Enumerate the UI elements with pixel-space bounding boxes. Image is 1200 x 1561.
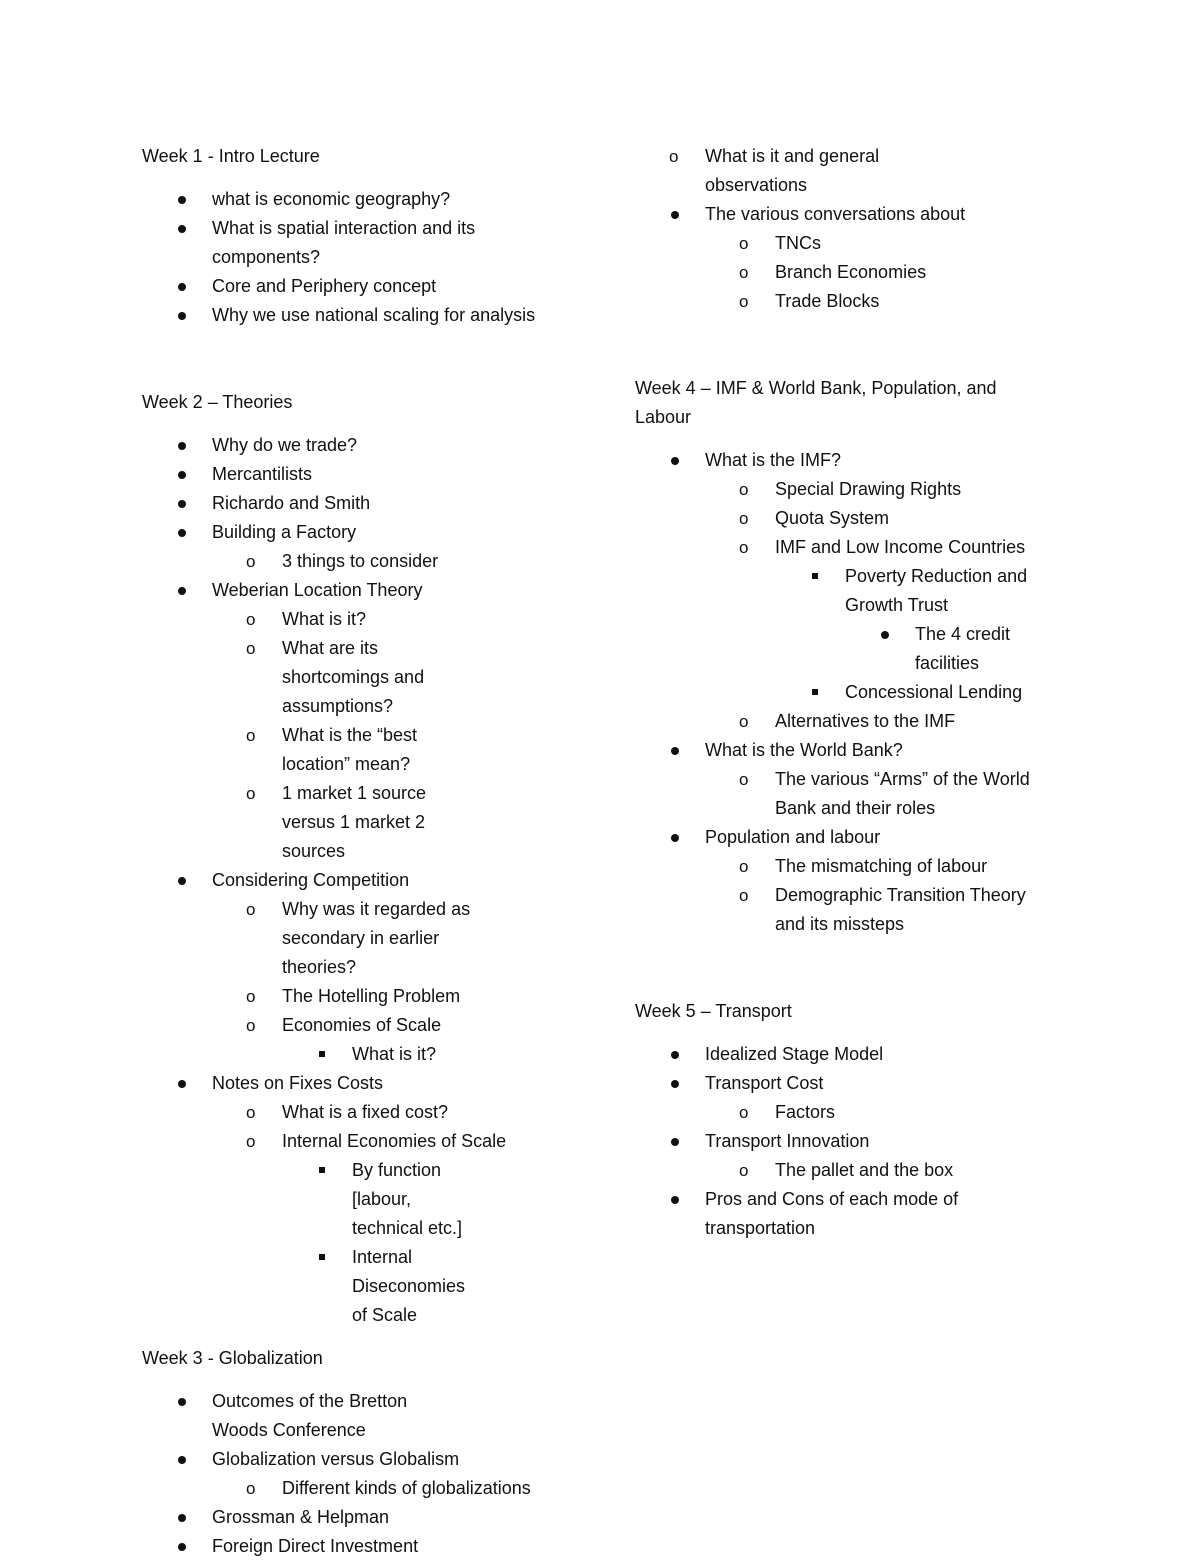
- list-item: What is a fixed cost?: [282, 1102, 449, 1122]
- list-item: Quota System: [775, 508, 890, 528]
- list-item: Richardo and Smith: [212, 493, 371, 513]
- week5-list: [635, 1040, 1070, 1243]
- right-column: [635, 142, 1070, 1243]
- list-item: Different kinds of globalizations: [282, 1478, 531, 1498]
- list-item: By function [labour, technical etc.]: [352, 1160, 463, 1238]
- list-item: Outcomes of the Bretton Woods Conference: [212, 1391, 408, 1440]
- list-item: Notes on Fixes Costs What is a fixed cost? Internal Economies of Scale By function [labour, technical etc.] Internal Diseconomies of Scale: [142, 1069, 572, 1330]
- list-item: Considering Competition Why was it regarded as secondary in earlier theories? The Hotelling Problem Economies of Scale What is it?: [142, 866, 572, 1069]
- list-item: Demographic Transition Theory and its missteps: [775, 885, 1026, 934]
- list-item: The various “Arms” of the World Bank and their roles: [775, 769, 1030, 818]
- list-item: Foreign Direct Investment: [212, 1536, 419, 1556]
- list-item: IMF and Low Income Countries Poverty Reduction and Growth Trust The 4 credit facilities Concessional Lending: [705, 533, 1070, 707]
- list-item: Internal Diseconomies of Scale: [352, 1247, 466, 1325]
- list-item: The various conversations about TNCs Branch Economies Trade Blocks: [635, 200, 1070, 316]
- week1-list: [142, 185, 572, 330]
- list-item: Weberian Location Theory What is it? What are its shortcomings and assumptions? What is the “best location” mean? 1 market 1 source versus 1 market 2 sources: [142, 576, 572, 866]
- list-item: Grossman & Helpman: [212, 1507, 390, 1527]
- list-item: What is it?: [352, 1044, 437, 1064]
- list-item: Transport Innovation The pallet and the box: [635, 1127, 1070, 1185]
- list-item: The pallet and the box: [775, 1160, 954, 1180]
- list-item: Why was it regarded as secondary in earlier theories?: [282, 899, 471, 977]
- list-item: Building a Factory 3 things to consider: [142, 518, 572, 576]
- list-item: Concessional Lending: [845, 682, 1023, 702]
- list-item: Factors: [775, 1102, 836, 1122]
- list-item: Core and Periphery concept: [212, 276, 437, 296]
- list-item: Why we use national scaling for analysis: [212, 305, 536, 325]
- week5-heading: Week 5 – Transport: [635, 1001, 792, 1021]
- list-item: Alternatives to the IMF: [775, 711, 956, 731]
- list-item: What is the IMF? Special Drawing Rights Quota System IMF and Low Income Countries Poverty Reduction and Growth Trust The 4 credit facilities Concessional Lending Alternatives to the IMF: [635, 446, 1070, 736]
- list-item: TNCs: [775, 233, 821, 253]
- list-item: 3 things to consider: [282, 551, 439, 571]
- list-item: What is the “best location” mean?: [282, 725, 418, 774]
- week2-list: [142, 431, 572, 1330]
- list-item: Population and labour The mismatching of labour Demographic Transition Theory and its missteps: [635, 823, 1070, 939]
- list-item: Poverty Reduction and Growth Trust The 4 credit facilities: [775, 562, 1060, 678]
- list-item: what is economic geography?: [212, 189, 451, 209]
- week3-list: [142, 1387, 572, 1561]
- week3-heading: Week 3 - Globalization: [142, 1348, 323, 1368]
- list-item: Why do we trade?: [212, 435, 358, 455]
- list-item: What is it?: [282, 609, 367, 629]
- week1-heading: Week 1 - Intro Lecture: [142, 146, 320, 166]
- list-item: The Hotelling Problem: [282, 986, 461, 1006]
- list-item: Trade Blocks: [775, 291, 880, 311]
- week3-continued-list: [635, 142, 1070, 316]
- week4-list: [635, 446, 1070, 939]
- list-item: Economies of Scale What is it?: [212, 1011, 572, 1069]
- list-item-continued: [635, 142, 1070, 200]
- list-item: Transport Cost Factors: [635, 1069, 1070, 1127]
- list-item: The 4 credit facilities: [915, 624, 1011, 673]
- list-item: 1 market 1 source versus 1 market 2 sources: [282, 783, 427, 861]
- week2-heading: Week 2 – Theories: [142, 392, 293, 412]
- list-item: What is spatial interaction and its components?: [212, 218, 476, 267]
- list-item: The mismatching of labour: [775, 856, 988, 876]
- list-item: What is it and general observations: [705, 146, 880, 195]
- list-item: Internal Economies of Scale By function [labour, technical etc.] Internal Diseconomies of Scale: [212, 1127, 572, 1330]
- list-item: Pros and Cons of each mode of transportation: [705, 1189, 959, 1238]
- list-item: Branch Economies: [775, 262, 927, 282]
- week4-heading: Week 4 – IMF & World Bank, Population, and Labour: [635, 378, 997, 427]
- list-item: Special Drawing Rights: [775, 479, 962, 499]
- list-item: Mercantilists: [212, 464, 313, 484]
- left-column: [142, 142, 572, 1561]
- list-item: What are its shortcomings and assumptions?: [282, 638, 425, 716]
- list-item: Globalization versus Globalism Different kinds of globalizations: [142, 1445, 572, 1503]
- list-item: Idealized Stage Model: [705, 1044, 884, 1064]
- list-item: What is the World Bank? The various “Arms” of the World Bank and their roles: [635, 736, 1070, 823]
